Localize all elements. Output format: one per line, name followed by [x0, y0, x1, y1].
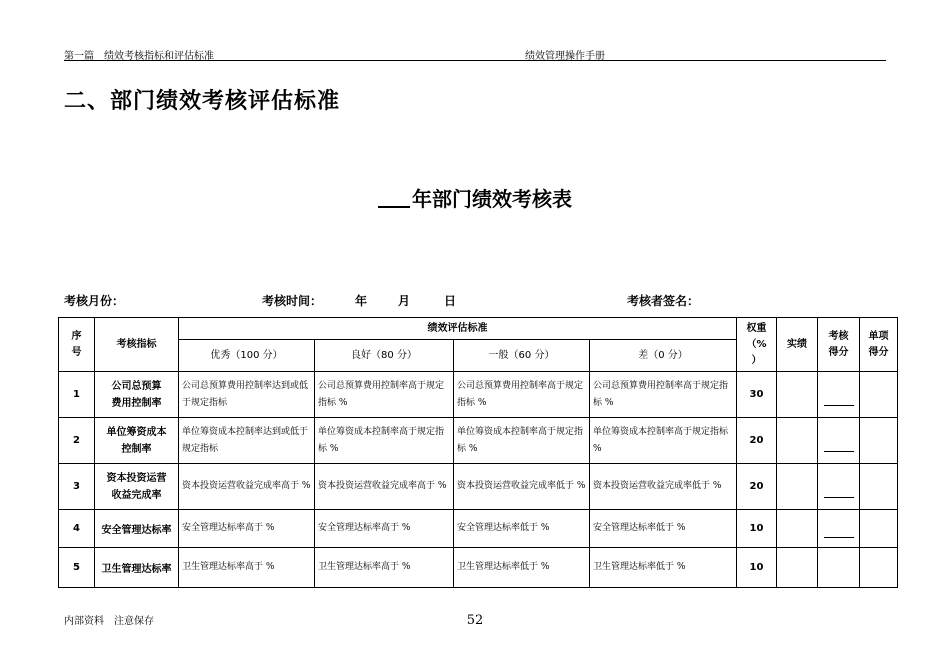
row-indicator: 公司总预算 费用控制率: [95, 372, 179, 418]
row-score-cell[interactable]: [818, 372, 860, 418]
row-actual-cell[interactable]: [777, 548, 818, 588]
row-normal: 安全管理达标率低于 %: [454, 510, 590, 548]
row-score-cell[interactable]: [818, 548, 860, 588]
table-row: [59, 372, 898, 418]
row-indicator: 单位筹资成本 控制率: [95, 418, 179, 464]
score-blank: [824, 441, 854, 452]
row-actual-cell[interactable]: [777, 464, 818, 510]
row-item-score-cell[interactable]: [860, 548, 898, 588]
score-blank: [824, 487, 854, 498]
col-normal-header: 一般（60 分）: [454, 340, 590, 372]
row-weight: 20: [737, 418, 777, 464]
row-weight: 10: [737, 510, 777, 548]
row-good: 公司总预算费用控制率高于规定指标 %: [315, 372, 454, 418]
header-rule: [64, 60, 886, 61]
row-actual-cell[interactable]: [777, 418, 818, 464]
row-weight: 30: [737, 372, 777, 418]
form-title-text: 年部门绩效考核表: [412, 187, 572, 211]
row-score-cell[interactable]: [818, 418, 860, 464]
row-score-cell[interactable]: [818, 510, 860, 548]
col-item-score-header: 单项 得分: [860, 318, 898, 372]
row-score-cell[interactable]: [818, 464, 860, 510]
row-normal: 公司总预算费用控制率高于规定指标 %: [454, 372, 590, 418]
row-excellent: 安全管理达标率高于 %: [179, 510, 315, 548]
footer-note: 内部资料 注意保存: [64, 616, 154, 627]
row-actual-cell[interactable]: [777, 372, 818, 418]
row-poor: 单位筹资成本控制率高于规定指标 %: [590, 418, 737, 464]
row-good: 卫生管理达标率高于 %: [315, 548, 454, 588]
table-row: [59, 548, 898, 588]
col-seq-header: 序 号: [59, 318, 95, 372]
running-header-left: 第一篇 绩效考核指标和评估标准: [64, 51, 214, 62]
info-day: 日: [444, 294, 457, 308]
row-normal: 单位筹资成本控制率高于规定指标 %: [454, 418, 590, 464]
col-standard-header: 绩效评估标准: [179, 318, 737, 340]
row-seq: 4: [59, 510, 95, 548]
page-number: 52: [466, 613, 484, 628]
row-normal: 卫生管理达标率低于 %: [454, 548, 590, 588]
form-title: [0, 183, 950, 212]
row-good: 单位筹资成本控制率高于规定指标 %: [315, 418, 454, 464]
row-seq: 5: [59, 548, 95, 588]
row-weight: 20: [737, 464, 777, 510]
col-indicator-header: 考核指标: [95, 318, 179, 372]
section-title: 二、部门绩效考核评估标准: [64, 89, 341, 114]
row-excellent: 资本投资运营收益完成率高于 %: [179, 464, 315, 510]
header-row-1: [59, 318, 898, 340]
col-actual-header: 实绩: [777, 318, 818, 372]
row-indicator: 卫生管理达标率: [95, 548, 179, 588]
row-seq: 2: [59, 418, 95, 464]
score-blank: [824, 527, 854, 538]
row-seq: 3: [59, 464, 95, 510]
row-weight: 10: [737, 548, 777, 588]
table-row: [59, 464, 898, 510]
table-row: [59, 418, 898, 464]
row-poor: 卫生管理达标率低于 %: [590, 548, 737, 588]
row-excellent: 单位筹资成本控制率达到或低于规定指标: [179, 418, 315, 464]
row-indicator: 资本投资运营 收益完成率: [95, 464, 179, 510]
row-item-score-cell[interactable]: [860, 510, 898, 548]
row-good: 安全管理达标率高于 %: [315, 510, 454, 548]
info-time-label: 考核时间：: [262, 294, 323, 308]
row-normal: 资本投资运营收益完成率低于 %: [454, 464, 590, 510]
row-poor: 公司总预算费用控制率高于规定指标 %: [590, 372, 737, 418]
row-indicator: 安全管理达标率: [95, 510, 179, 548]
row-seq: 1: [59, 372, 95, 418]
running-header-right: 绩效管理操作手册: [525, 51, 605, 62]
col-weight-header: 权重 （% ）: [737, 318, 777, 372]
row-poor: 资本投资运营收益完成率低于 %: [590, 464, 737, 510]
col-excellent-header: 优秀（100 分）: [179, 340, 315, 372]
col-score-header: 考核 得分: [818, 318, 860, 372]
table-row: [59, 510, 898, 548]
info-signer-label: 考核者签名：: [627, 294, 700, 308]
assessment-table: [58, 317, 898, 588]
info-year: 年: [355, 294, 368, 308]
col-good-header: 良好（80 分）: [315, 340, 454, 372]
row-item-score-cell[interactable]: [860, 418, 898, 464]
score-blank: [824, 395, 854, 406]
row-actual-cell[interactable]: [777, 510, 818, 548]
col-poor-header: 差（0 分）: [590, 340, 737, 372]
row-item-score-cell[interactable]: [860, 464, 898, 510]
row-good: 资本投资运营收益完成率高于 %: [315, 464, 454, 510]
row-excellent: 卫生管理达标率高于 %: [179, 548, 315, 588]
year-blank: [378, 188, 410, 208]
info-month: 月: [398, 294, 411, 308]
row-item-score-cell[interactable]: [860, 372, 898, 418]
info-month-label: 考核月份：: [64, 294, 125, 308]
row-poor: 安全管理达标率低于 %: [590, 510, 737, 548]
row-excellent: 公司总预算费用控制率达到或低于规定指标: [179, 372, 315, 418]
